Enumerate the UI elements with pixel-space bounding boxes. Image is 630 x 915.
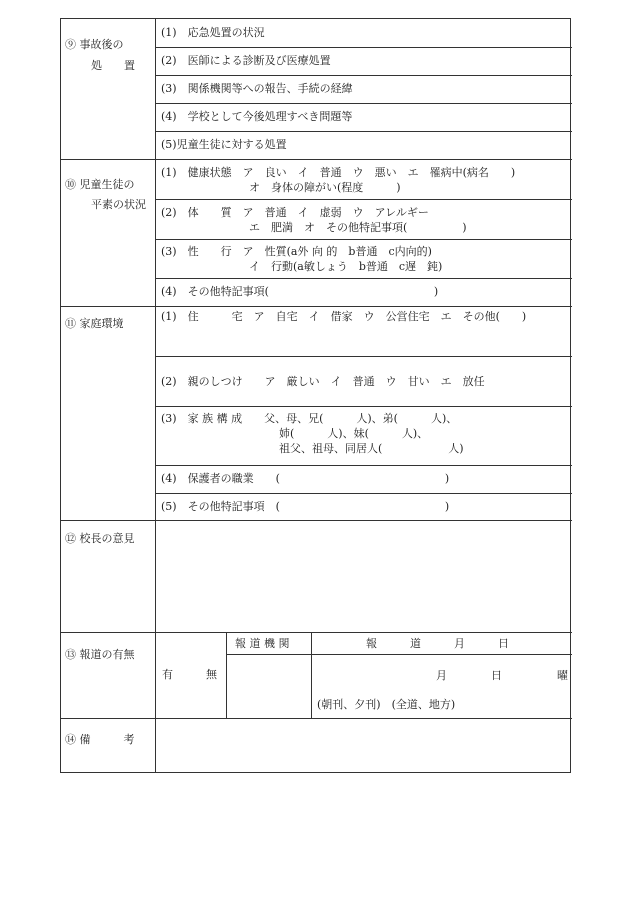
row-divider: [155, 278, 572, 279]
incident-report-form: [60, 18, 571, 773]
section-9-item-2: (2) 医師による診断及び医療処置: [161, 54, 331, 67]
section-9-item-5: (5)児童生徒に対する処置: [161, 138, 287, 151]
section-10-label-2: 平素の状況: [91, 198, 146, 211]
row-divider: [155, 406, 572, 407]
section-9-item-3: (3) 関係機関等への報告、手続の経緯: [161, 82, 353, 95]
yn-divider: [226, 632, 227, 718]
section-11-item-2: (2) 親のしつけ ア 厳しい イ 普通 ウ 甘い エ 放任: [161, 375, 485, 388]
section-11-item-5: (5) その他特記事項 ( ): [161, 500, 450, 513]
row-divider: [155, 356, 572, 357]
section-9-item-1: (1) 応急処置の状況: [161, 26, 265, 39]
section-10-item-2-cont: エ 肥満 オ その他特記事項( ): [249, 221, 467, 234]
row-divider: [155, 131, 572, 132]
section-9-label: ⑨ 事故後の: [65, 38, 124, 51]
row-divider: [155, 75, 572, 76]
section-11-label: ⑪ 家庭環境: [65, 317, 124, 330]
section-10-item-1-cont: オ 身体の障がい(程度 ): [249, 181, 401, 194]
section-11-item-4: (4) 保護者の職業 ( ): [161, 472, 450, 485]
report-date-line: 月 日 曜: [436, 669, 568, 682]
section-divider: [61, 718, 572, 719]
section-9-item-4: (4) 学校として今後処理すべき問題等: [161, 110, 353, 123]
section-10-item-3-cont: イ 行動(a敏しょう b普通 c遅 鈍): [249, 260, 443, 273]
section-10-item-4: (4) その他特記事項( ): [161, 285, 439, 298]
row-divider: [155, 47, 572, 48]
section-10-item-3: (3) 性 行 ア 性質(a外 向 的 b普通 c内向的): [161, 245, 432, 258]
row-divider: [155, 199, 572, 200]
media-header: 報 道 機 関: [235, 637, 290, 650]
section-11-item-3: (3) 家 族 構 成 父、母、兄( 人)、弟( 人)、: [161, 412, 458, 425]
section-14-label: ⑭ 備 考: [65, 733, 135, 746]
section-12-label: ⑫ 校長の意見: [65, 532, 135, 545]
media-divider: [311, 632, 312, 718]
row-divider: [155, 239, 572, 240]
report-date-header: 報 道 月 日: [366, 637, 509, 650]
section-11-item-1: (1) 住 宅 ア 自宅 イ 借家 ウ 公営住宅 エ その他( ): [161, 310, 527, 323]
section-10-item-1: (1) 健康状態 ア 良い イ 普通 ウ 悪い エ 罹病中(病名 ): [161, 166, 516, 179]
section-divider: [61, 632, 572, 633]
label-column-divider: [155, 19, 156, 773]
row-divider: [155, 103, 572, 104]
yes-no-options: 有 無: [162, 668, 217, 681]
header-divider: [226, 654, 572, 655]
section-9-label-2: 処 置: [91, 59, 135, 72]
section-divider: [61, 306, 572, 307]
section-10-item-2: (2) 体 質 ア 普通 イ 虚弱 ウ アレルギー: [161, 206, 429, 219]
row-divider: [155, 493, 572, 494]
section-10-label: ⑩ 児童生徒の: [65, 178, 135, 191]
section-11-item-3-cont: 姉( 人)、妹( 人)、: [279, 427, 429, 440]
section-11-item-3-cont-2: 祖父、祖母、同居人( 人): [279, 442, 464, 455]
edition-options: (朝刊、夕刊) (全道、地方): [317, 698, 456, 711]
row-divider: [155, 465, 572, 466]
section-divider: [61, 520, 572, 521]
section-13-label: ⑬ 報道の有無: [65, 648, 135, 661]
section-divider: [61, 159, 572, 160]
